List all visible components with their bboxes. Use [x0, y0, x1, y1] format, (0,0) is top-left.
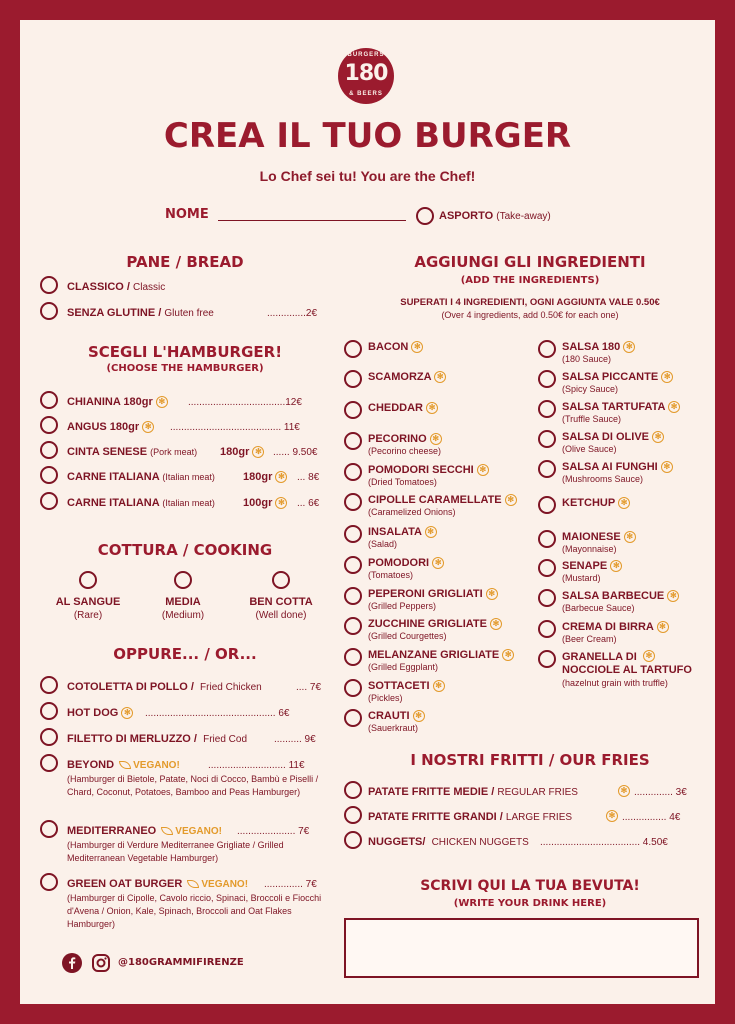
- ingredient-name: SALSA AI FUNGHI: [562, 461, 658, 473]
- ing-left-item-label: [368, 588, 498, 600]
- ing-right-item-sub: (Truffle Sauce): [562, 414, 622, 424]
- logo-top-text: BURGERS: [347, 52, 385, 58]
- ing-right-checkbox[interactable]: [538, 496, 556, 514]
- ingredient-name: GRANELLA DI: [562, 651, 637, 663]
- ing-left-checkbox[interactable]: [344, 401, 362, 419]
- facebook-icon[interactable]: [62, 953, 82, 973]
- or-price-green-oat: .............. 7€: [264, 879, 317, 890]
- burger-price-cinta-senese: ...... 9.50€: [273, 447, 318, 458]
- or-item-chicken: COTOLETTA DI POLLO / Fried Chicken: [67, 681, 262, 693]
- or-checkbox-hotdog[interactable]: [40, 702, 58, 720]
- ing-right-checkbox[interactable]: [538, 620, 556, 638]
- fries-price-nuggets: .................................... 4.50€: [540, 837, 668, 848]
- ing-right-item-sub: (Mustard): [562, 573, 601, 583]
- or-checkbox-beyond[interactable]: [40, 754, 58, 772]
- or-price-cod: .......... 9€: [274, 734, 316, 745]
- ingredients-note: SUPERATI I 4 INGREDIENTI, OGNI AGGIUNTA VALE 0.50€: [400, 297, 660, 308]
- page-subtitle: Lo Chef sei tu! You are the Chef!: [259, 168, 476, 184]
- drink-input-box[interactable]: [344, 918, 699, 978]
- ing-left-checkbox[interactable]: [344, 648, 362, 666]
- cooking-label-medium: MEDIA: [165, 596, 201, 608]
- cooking-checkbox-medium[interactable]: [174, 571, 192, 589]
- burger-item-italian-100: CARNE ITALIANA (Italian meat): [67, 497, 215, 509]
- gluten-free-icon: ✻: [121, 707, 133, 719]
- name-field[interactable]: [218, 220, 406, 221]
- gluten-free-icon: ✻: [425, 526, 437, 538]
- ing-right-item-sub: (Barbecue Sauce): [562, 603, 635, 613]
- or-price-chicken: .... 7€: [296, 682, 322, 693]
- leaf-icon: [187, 880, 199, 888]
- ing-left-item-label: [368, 649, 514, 661]
- logo-number: 180: [344, 61, 388, 86]
- drink-subtitle: (WRITE YOUR DRINK HERE): [453, 898, 607, 909]
- fries-price-medium: .............. 3€: [634, 787, 687, 798]
- ing-left-item-sub: (Sauerkraut): [368, 723, 419, 733]
- ing-right-item-label: [562, 531, 636, 543]
- ing-right-item-label: [562, 341, 635, 353]
- ingredient-name: ZUCCHINE GRIGLIATE: [368, 618, 487, 630]
- ingredient-name: SALSA 180: [562, 341, 621, 353]
- burger-title: SCEGLI L'HAMBURGER!: [87, 343, 283, 361]
- ingredients-title: AGGIUNGI GLI INGREDIENTI: [414, 253, 646, 271]
- logo-bottom-text: & BEERS: [349, 91, 383, 97]
- fries-checkbox-nuggets[interactable]: [344, 831, 362, 849]
- ing-left-item-sub: (Pecorino cheese): [368, 446, 442, 456]
- fries-item-large: PATATE FRITTE GRANDI / LARGE FRIES: [368, 811, 573, 823]
- burger-price-chianina: ...................................12€: [188, 397, 302, 408]
- ing-right-item-label: [562, 461, 673, 473]
- cooking-title: COTTURA / COOKING: [97, 541, 273, 559]
- cooking-checkbox-well-done[interactable]: [272, 571, 290, 589]
- ing-left-checkbox[interactable]: [344, 463, 362, 481]
- or-desc-green-oat: (Hamburger di Cipolle, Cavolo riccio, Spinaci, Broccoli e Fiocchi d'Avena / Onion, Kale, Spinach, Broccoli and Oat Flakes Hamburger): [67, 893, 322, 929]
- ingredient-name: SALSA TARTUFATA: [562, 401, 666, 413]
- bread-price-gluten-free: ..............2€: [267, 308, 318, 319]
- bread-item-classic: CLASSICO / Classic: [67, 281, 166, 293]
- ing-left-checkbox[interactable]: [344, 370, 362, 388]
- ingredient-name: KETCHUP: [562, 497, 615, 509]
- ingredient-name: SALSA PICCANTE: [562, 371, 659, 383]
- ing-left-checkbox[interactable]: [344, 493, 362, 511]
- gluten-free-icon: ✻: [486, 588, 498, 600]
- ing-right-item-sub: (180 Sauce): [562, 354, 612, 364]
- ingredient-name: POMODORI: [368, 557, 430, 569]
- burger-subtitle: (CHOOSE THE HAMBURGER): [106, 363, 264, 374]
- burger-checkbox-italian-100[interactable]: [40, 492, 58, 510]
- ing-right-item-label: [562, 590, 679, 602]
- gluten-free-icon: ✻: [623, 341, 635, 353]
- burger-checkbox-cinta-senese[interactable]: [40, 441, 58, 459]
- gluten-free-icon: ✻: [661, 371, 673, 383]
- or-checkbox-chicken[interactable]: [40, 676, 58, 694]
- ing-left-item-label: [368, 371, 446, 383]
- cooking-sub-rare: (Rare): [73, 610, 103, 621]
- gluten-free-icon: ✻: [252, 446, 264, 458]
- fries-title: I NOSTRI FRITTI / OUR FRIES: [410, 751, 650, 769]
- gluten-free-icon: ✻: [142, 421, 154, 433]
- ing-right-item-label: [562, 371, 673, 383]
- gluten-free-icon: ✻: [618, 785, 630, 797]
- ing-left-item-label: [368, 618, 502, 630]
- ingredient-name: SALSA BARBECUE: [562, 590, 665, 602]
- burger-checkbox-chianina[interactable]: [40, 391, 58, 409]
- or-item-green-oat: GREEN OAT BURGER VEGANO!: [67, 878, 249, 890]
- ing-left-item-sub: (Salad): [368, 539, 398, 549]
- ingredient-name: CRAUTI: [368, 710, 410, 722]
- or-title: OPPURE... / OR...: [113, 645, 257, 663]
- gluten-free-icon: ✻: [505, 494, 517, 506]
- or-item-hotdog: HOT DOG ✻: [67, 707, 133, 719]
- burger-weight-italian-100: 100gr ✻: [243, 497, 287, 509]
- ing-right-item-sub: (hazelnut grain with truffle): [562, 678, 668, 688]
- or-checkbox-green-oat[interactable]: [40, 873, 58, 891]
- bread-item-gluten-free: SENZA GLUTINE / Gluten free: [67, 307, 214, 319]
- or-checkbox-mediterraneo[interactable]: [40, 820, 58, 838]
- gluten-free-icon: ✻: [624, 531, 636, 543]
- ingredient-name: SOTTACETI: [368, 680, 430, 692]
- ing-right-checkbox[interactable]: [538, 400, 556, 418]
- bread-checkbox-classic[interactable]: [40, 276, 58, 294]
- or-price-hotdog: ............................................... 6€: [145, 708, 290, 719]
- takeaway-checkbox[interactable]: [416, 207, 434, 225]
- ing-right-item-sub: (Beer Cream): [562, 634, 617, 644]
- instagram-icon[interactable]: [91, 953, 111, 973]
- burger-item-angus: ANGUS 180gr ✻: [67, 421, 154, 433]
- gluten-free-icon: ✻: [657, 621, 669, 633]
- cooking-sub-medium: (Medium): [161, 610, 205, 621]
- ing-right-checkbox[interactable]: [538, 340, 556, 358]
- ing-left-item-sub: (Grilled Eggplant): [368, 662, 439, 672]
- ing-right-item-label: [562, 431, 664, 443]
- ingredient-name: SALSA DI OLIVE: [562, 431, 649, 443]
- ing-left-item-label: [368, 557, 444, 569]
- ing-right-item-sub: (Mushrooms Sauce): [562, 474, 644, 484]
- leaf-icon: [161, 827, 173, 835]
- brand-logo: [338, 48, 394, 104]
- or-price-beyond: ............................ 11€: [208, 760, 305, 771]
- burger-price-italian-100: ... 6€: [297, 498, 320, 509]
- gluten-free-icon: ✻: [618, 497, 630, 509]
- burger-item-italian-180: CARNE ITALIANA (Italian meat): [67, 471, 215, 483]
- gluten-free-icon: ✻: [432, 557, 444, 569]
- gluten-free-icon: ✻: [661, 461, 673, 473]
- ing-left-item-label: [368, 680, 445, 692]
- leaf-icon: [119, 761, 131, 769]
- gluten-free-icon: ✻: [433, 680, 445, 692]
- ingredient-name: CIPOLLE CARAMELLATE: [368, 494, 502, 506]
- gluten-free-icon: ✻: [275, 497, 287, 509]
- bread-title: PANE / BREAD: [126, 253, 244, 271]
- ing-right-checkbox[interactable]: [538, 460, 556, 478]
- ingredient-name: PEPERONI GRIGLIATI: [368, 588, 483, 600]
- ing-left-checkbox[interactable]: [344, 679, 362, 697]
- gluten-free-icon: ✻: [610, 560, 622, 572]
- cooking-sub-well-done: (Well done): [255, 610, 307, 621]
- gluten-free-icon: ✻: [652, 431, 664, 443]
- ing-left-item-label: [368, 464, 489, 476]
- ingredient-name: CHEDDAR: [368, 402, 423, 414]
- ing-left-item-sub: (Dried Tomatoes): [368, 477, 437, 487]
- cooking-checkbox-rare[interactable]: [79, 571, 97, 589]
- ing-left-checkbox[interactable]: [344, 556, 362, 574]
- fries-item-nuggets: NUGGETS/ CHICKEN NUGGETS: [368, 836, 529, 848]
- fries-price-large: ................ 4€: [622, 812, 681, 823]
- gluten-free-icon: ✻: [477, 464, 489, 476]
- fries-item-medium: PATATE FRITTE MEDIE / REGULAR FRIES: [368, 786, 578, 798]
- ingredient-name: BACON: [368, 341, 409, 353]
- ingredients-subtitle: (ADD THE INGREDIENTS): [460, 275, 600, 286]
- burger-checkbox-angus[interactable]: [40, 416, 58, 434]
- gluten-free-icon: ✻: [411, 341, 423, 353]
- ingredient-name: PECORINO: [368, 433, 427, 445]
- gluten-free-icon: ✻: [668, 401, 680, 413]
- fries-checkbox-large[interactable]: [344, 806, 362, 824]
- burger-item-cinta-senese: CINTA SENESE (Pork meat): [67, 446, 198, 458]
- ing-left-item-sub: (Pickles): [368, 693, 403, 703]
- gluten-free-icon: ✻: [667, 590, 679, 602]
- ingredient-name: MELANZANE GRIGLIATE: [368, 649, 500, 661]
- burger-checkbox-italian-180[interactable]: [40, 466, 58, 484]
- drink-title: SCRIVI QUI LA TUA BEVUTA!: [420, 878, 640, 894]
- ing-right-checkbox[interactable]: [538, 650, 556, 668]
- burger-item-chianina: CHIANINA 180gr ✻: [67, 396, 168, 408]
- ingredient-name: INSALATA: [368, 526, 422, 538]
- or-item-cod: FILETTO DI MERLUZZO / Fried Cod: [67, 733, 247, 745]
- ing-left-item-label: [368, 341, 423, 353]
- ingredient-name: POMODORI SECCHI: [368, 464, 474, 476]
- ing-right-checkbox[interactable]: [538, 370, 556, 388]
- ing-left-checkbox[interactable]: [344, 587, 362, 605]
- ing-left-checkbox[interactable]: [344, 340, 362, 358]
- ing-right-checkbox[interactable]: [538, 589, 556, 607]
- gluten-free-icon: ✻: [430, 433, 442, 445]
- burger-weight-cinta-senese: 180gr ✻: [220, 446, 264, 458]
- ing-left-item-label: [368, 526, 437, 538]
- burger-price-italian-180: ... 8€: [297, 472, 320, 483]
- fries-checkbox-medium[interactable]: [344, 781, 362, 799]
- ing-right-item-sub: (Olive Sauce): [562, 444, 617, 454]
- ing-right-checkbox[interactable]: [538, 530, 556, 548]
- ing-left-item-label: [368, 433, 442, 445]
- social-handle: @180GRAMMIFIRENZE: [118, 957, 244, 968]
- ing-left-checkbox[interactable]: [344, 617, 362, 635]
- name-label: NOME: [165, 207, 209, 222]
- gluten-free-icon: ✻: [275, 471, 287, 483]
- page-title: CREA IL TUO BURGER: [163, 116, 572, 156]
- or-checkbox-cod[interactable]: [40, 728, 58, 746]
- ing-left-item-label: [368, 494, 517, 506]
- ing-right-item-label-line2: NOCCIOLE AL TARTUFO: [562, 664, 692, 676]
- ing-left-item-sub: (Caramelized Onions): [368, 507, 456, 517]
- menu-sheet: [20, 20, 715, 1004]
- ingredient-name: SENAPE: [562, 560, 608, 572]
- cooking-label-well-done: BEN COTTA: [249, 596, 313, 608]
- ing-right-item-sub: (Mayonnaise): [562, 544, 617, 554]
- ing-right-item-sub: (Spicy Sauce): [562, 384, 619, 394]
- ing-right-checkbox[interactable]: [538, 559, 556, 577]
- ing-left-item-label: [368, 402, 438, 414]
- gluten-free-icon: ✻: [502, 649, 514, 661]
- ing-left-item-label: [368, 710, 425, 722]
- ing-left-checkbox[interactable]: [344, 525, 362, 543]
- gluten-free-icon: ✻: [156, 396, 168, 408]
- ing-right-item-label: [562, 560, 622, 572]
- ingredient-name: MAIONESE: [562, 531, 621, 543]
- cooking-label-rare: AL SANGUE: [55, 596, 121, 608]
- ingredient-name: SCAMORZA: [368, 371, 432, 383]
- or-item-mediterraneo: MEDITERRANEO VEGANO!: [67, 825, 222, 837]
- or-price-mediterraneo: ..................... 7€: [237, 826, 310, 837]
- takeaway-label: ASPORTO (Take-away): [439, 210, 551, 222]
- ing-left-item-sub: (Tomatoes): [368, 570, 414, 580]
- or-desc-beyond: (Hamburger di Bietole, Patate, Noci di Cocco, Bambù e Piselli / Chard, Coconut, Potatoes, Bamboo and Peas Hamburger): [67, 774, 319, 797]
- bread-checkbox-gluten-free[interactable]: [40, 302, 58, 320]
- ing-right-checkbox[interactable]: [538, 430, 556, 448]
- burger-price-angus: ........................................ 11€: [170, 422, 300, 433]
- ing-left-checkbox[interactable]: [344, 432, 362, 450]
- ing-right-item-label: [562, 651, 637, 663]
- gluten-free-icon: ✻: [490, 618, 502, 630]
- ing-left-checkbox[interactable]: [344, 709, 362, 727]
- gluten-free-icon: ✻: [643, 650, 655, 662]
- gluten-free-icon: ✻: [426, 402, 438, 414]
- ingredients-note-sub: (Over 4 ingredients, add 0.50€ for each one): [441, 310, 619, 320]
- gluten-free-icon: ✻: [606, 810, 618, 822]
- ing-right-item-label: [562, 497, 630, 509]
- ing-left-item-sub: (Grilled Courgettes): [368, 631, 447, 641]
- ing-right-item-label: [562, 401, 680, 413]
- gluten-free-icon: ✻: [434, 371, 446, 383]
- ingredient-name: CREMA DI BIRRA: [562, 621, 654, 633]
- or-item-beyond: BEYOND VEGANO!: [67, 759, 180, 771]
- ing-left-item-sub: (Grilled Peppers): [368, 601, 437, 611]
- or-desc-mediterraneo: (Hamburger di Verdure Mediterranee Grigliate / Grilled Mediterranean Vegetable Hamburger): [67, 840, 284, 863]
- burger-weight-italian-180: 180gr ✻: [243, 471, 287, 483]
- ing-right-item-label: [562, 621, 669, 633]
- gluten-free-icon: ✻: [413, 710, 425, 722]
